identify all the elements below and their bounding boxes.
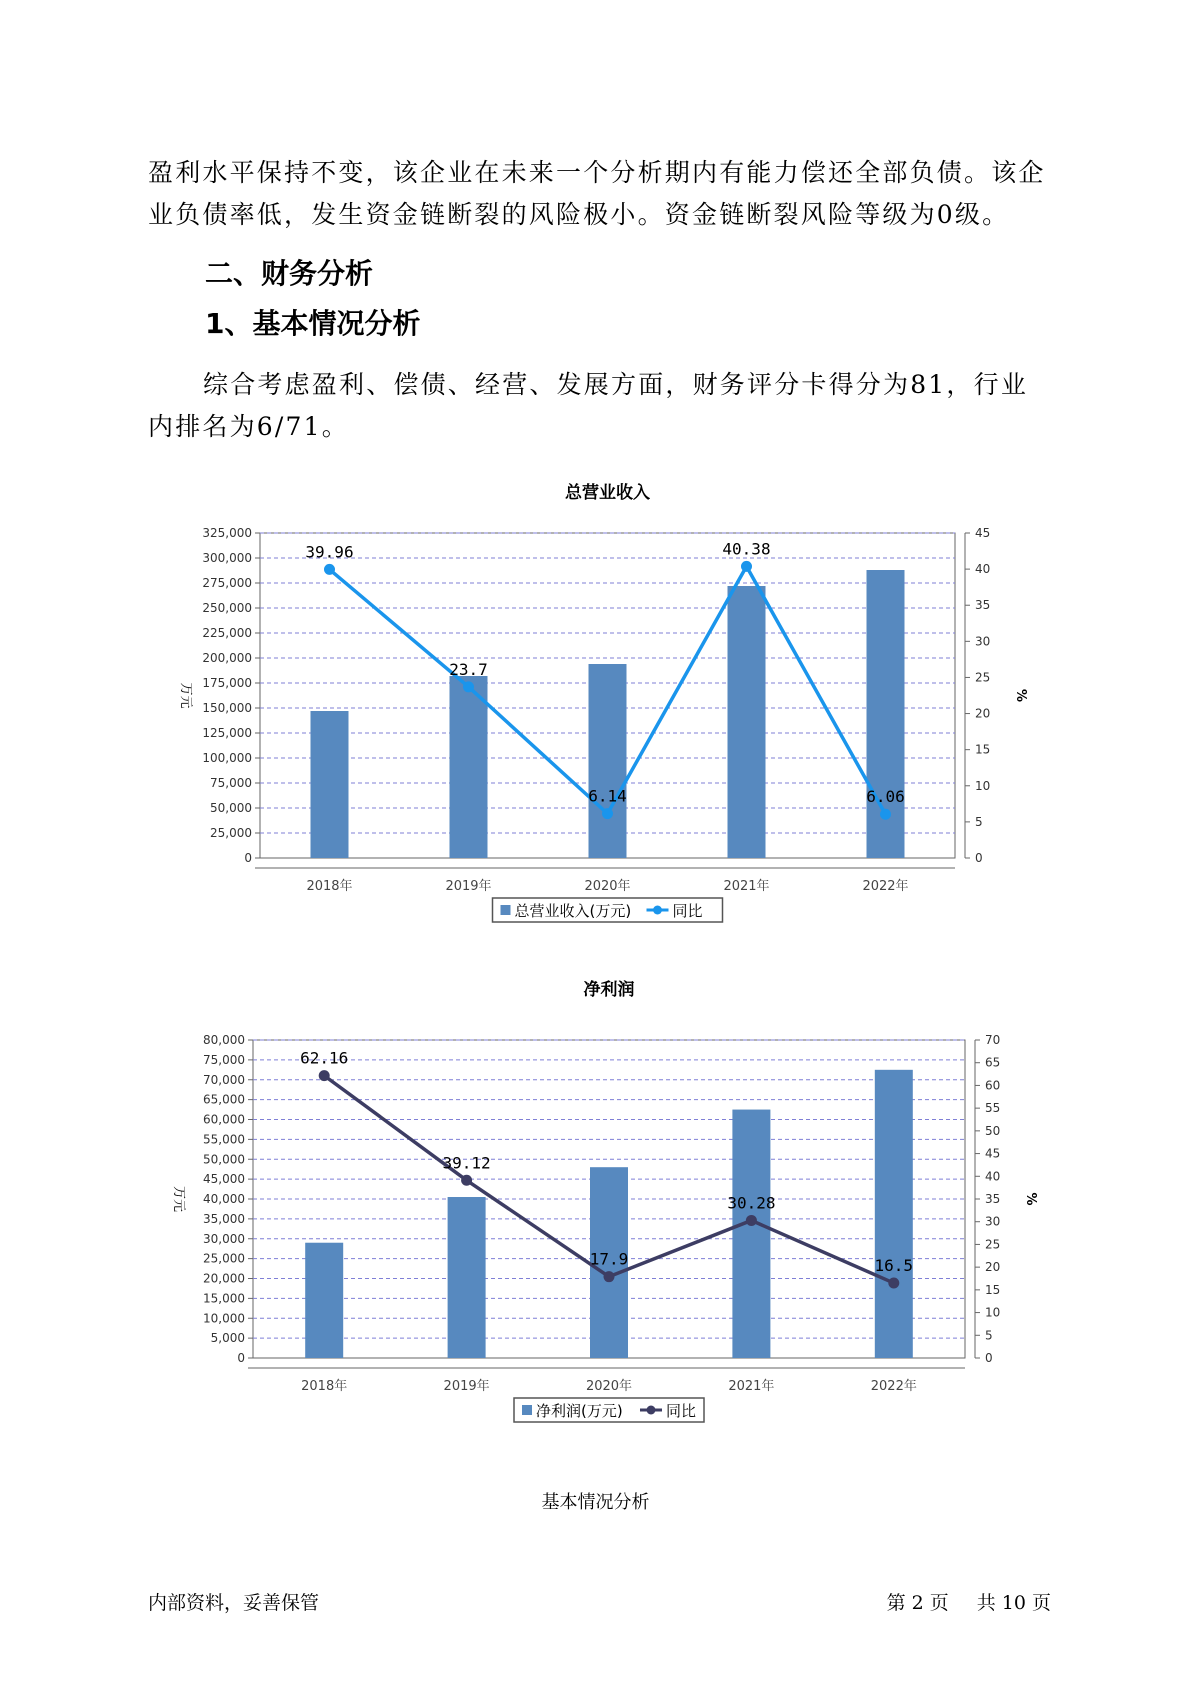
x-tick-label: 2018年 <box>306 879 353 894</box>
y-tick-label: 275,000 <box>202 576 252 590</box>
data-label: 62.16 <box>300 1048 349 1068</box>
data-label: 23.7 <box>449 659 488 679</box>
y-tick-label: 175,000 <box>202 676 252 690</box>
subsection-heading-basic: 1、基本情况分析 <box>205 307 421 340</box>
line-point <box>463 681 474 692</box>
legend-bar-label: 总营业收入(万元) <box>514 902 632 920</box>
line-point <box>880 809 891 820</box>
y2-tick-label: 25 <box>985 1237 1001 1252</box>
legend-bar-swatch <box>522 1405 532 1415</box>
y-tick-label: 50,000 <box>210 801 252 815</box>
y2-tick-label: 0 <box>975 851 983 865</box>
y-tick-label: 10,000 <box>203 1311 245 1326</box>
bar <box>305 1243 343 1358</box>
y-tick-label: 75,000 <box>203 1052 245 1067</box>
y2-tick-label: 5 <box>975 814 983 829</box>
bar <box>875 1070 913 1358</box>
y-tick-label: 50,000 <box>203 1152 245 1167</box>
data-label: 39.12 <box>442 1153 491 1173</box>
page-number: 2 <box>911 1592 924 1614</box>
y-tick-label: 0 <box>237 1351 245 1365</box>
line-point <box>746 1215 757 1226</box>
total-prefix: 共 <box>976 1592 996 1614</box>
legend-line-label: 同比 <box>672 902 703 920</box>
y2-tick-label: 40 <box>975 562 991 577</box>
y2-tick-label: 35 <box>975 598 991 613</box>
y-tick-label: 325,000 <box>202 526 252 540</box>
x-tick-label: 2019年 <box>445 879 492 894</box>
y-tick-label: 70,000 <box>203 1072 245 1087</box>
y2-axis-label: % <box>1013 688 1028 703</box>
y-axis-label: 万元 <box>171 1185 186 1213</box>
line-point <box>602 808 613 819</box>
y-tick-label: 150,000 <box>202 701 252 715</box>
y-tick-label: 0 <box>244 851 252 865</box>
x-tick-label: 2019年 <box>443 1379 490 1394</box>
y2-tick-label: 20 <box>975 706 991 721</box>
y2-tick-label: 60 <box>985 1078 1001 1093</box>
page-prefix: 第 <box>886 1592 906 1614</box>
legend-line-label: 同比 <box>666 1402 697 1420</box>
total-unit: 页 <box>1031 1592 1051 1614</box>
data-label: 17.9 <box>589 1249 629 1269</box>
y-tick-label: 250,000 <box>202 601 252 615</box>
y-tick-label: 75,000 <box>210 776 252 790</box>
y-tick-label: 300,000 <box>202 551 252 565</box>
x-tick-label: 2022年 <box>862 879 909 894</box>
chart-title: 总营业收入 <box>565 483 650 503</box>
bar <box>450 676 488 858</box>
y2-tick-label: 15 <box>985 1282 1001 1297</box>
y-tick-label: 125,000 <box>202 726 252 740</box>
y-axis-label: 万元 <box>178 682 193 709</box>
y-tick-label: 30,000 <box>203 1231 245 1246</box>
figure-caption: 基本情况分析 <box>541 1492 650 1513</box>
net-profit-chart <box>0 970 1191 1440</box>
data-label: 30.28 <box>727 1193 776 1213</box>
y-tick-label: 60,000 <box>203 1112 245 1127</box>
footer-page-number <box>881 1588 1051 1615</box>
y-tick-label: 20,000 <box>203 1271 245 1286</box>
data-label: 6.14 <box>588 786 627 806</box>
net-profit-chart-svg <box>0 970 1191 1440</box>
total-pages: 10 <box>1001 1592 1026 1614</box>
revenue-chart-svg <box>0 478 1191 938</box>
y2-tick-label: 45 <box>985 1146 1001 1161</box>
data-label: 16.5 <box>874 1256 914 1276</box>
y2-tick-label: 15 <box>975 742 991 757</box>
revenue-chart <box>0 478 1191 938</box>
y-tick-label: 40,000 <box>203 1192 245 1206</box>
section-heading-finance: 二、财务分析 <box>205 257 374 290</box>
y2-tick-label: 65 <box>985 1055 1001 1070</box>
x-tick-label: 2021年 <box>723 879 770 894</box>
y2-tick-label: 0 <box>985 1351 993 1365</box>
paragraph-score-summary: 综合考虑盈利、偿债、经营、发展方面，财务评分卡得分为81，行业内排名为6/71。 <box>148 370 1029 441</box>
bar <box>732 1110 770 1358</box>
y2-tick-label: 55 <box>985 1101 1001 1116</box>
legend-bar-label: 净利润(万元) <box>536 1402 623 1420</box>
y2-tick-label: 10 <box>985 1305 1001 1320</box>
line-point <box>741 561 752 572</box>
y-tick-label: 100,000 <box>202 751 252 765</box>
y-tick-label: 5,000 <box>210 1331 245 1346</box>
legend-line-marker <box>653 906 662 915</box>
bar <box>728 586 766 858</box>
line-point <box>319 1070 330 1081</box>
y2-tick-label: 30 <box>985 1214 1001 1229</box>
chart-title: 净利润 <box>583 980 635 1000</box>
x-tick-label: 2018年 <box>301 1379 348 1394</box>
y2-tick-label: 70 <box>985 1033 1001 1047</box>
line-point <box>604 1271 615 1282</box>
y-tick-label: 200,000 <box>202 651 252 665</box>
legend-bar-swatch <box>501 905 511 915</box>
x-tick-label: 2021年 <box>728 1379 775 1394</box>
line-point <box>324 564 335 575</box>
y2-axis-label: % <box>1023 1192 1038 1206</box>
y-tick-label: 55,000 <box>203 1132 245 1147</box>
y2-tick-label: 20 <box>985 1260 1001 1275</box>
y2-tick-label: 35 <box>985 1192 1001 1206</box>
y2-tick-label: 30 <box>975 634 991 649</box>
bar <box>311 711 349 858</box>
page-unit: 页 <box>929 1592 949 1614</box>
legend-line-marker <box>647 1406 656 1415</box>
data-label: 39.96 <box>305 542 354 562</box>
bar <box>589 664 627 858</box>
y-tick-label: 80,000 <box>203 1033 245 1047</box>
bar <box>448 1197 486 1358</box>
y-tick-label: 35,000 <box>203 1211 245 1226</box>
data-label: 6.06 <box>866 787 905 807</box>
y-tick-label: 15,000 <box>203 1291 245 1306</box>
y-tick-label: 225,000 <box>202 626 252 640</box>
line-point <box>461 1175 472 1186</box>
y-tick-label: 65,000 <box>203 1092 245 1107</box>
footer-confidential-note: 内部资料，妥善保管 <box>148 1592 320 1614</box>
x-tick-label: 2020年 <box>584 879 631 894</box>
y2-tick-label: 40 <box>985 1169 1001 1184</box>
paragraph-risk-summary: 盈利水平保持不变，该企业在未来一个分析期内有能力偿还全部负债。该企业负债率低，发生资金链断裂的风险极小。资金链断裂风险等级为0级。 <box>148 158 1046 229</box>
data-label: 40.38 <box>722 539 771 559</box>
y-tick-label: 45,000 <box>203 1172 245 1187</box>
y2-tick-label: 25 <box>975 670 991 685</box>
y2-tick-label: 10 <box>975 778 991 793</box>
y-tick-label: 25,000 <box>210 826 252 840</box>
y2-tick-label: 50 <box>985 1123 1001 1138</box>
x-tick-label: 2022年 <box>870 1379 917 1394</box>
x-tick-label: 2020年 <box>585 1379 633 1394</box>
line-point <box>888 1278 899 1289</box>
y-tick-label: 25,000 <box>203 1251 245 1266</box>
y2-tick-label: 5 <box>985 1328 993 1343</box>
y2-tick-label: 45 <box>975 526 991 540</box>
